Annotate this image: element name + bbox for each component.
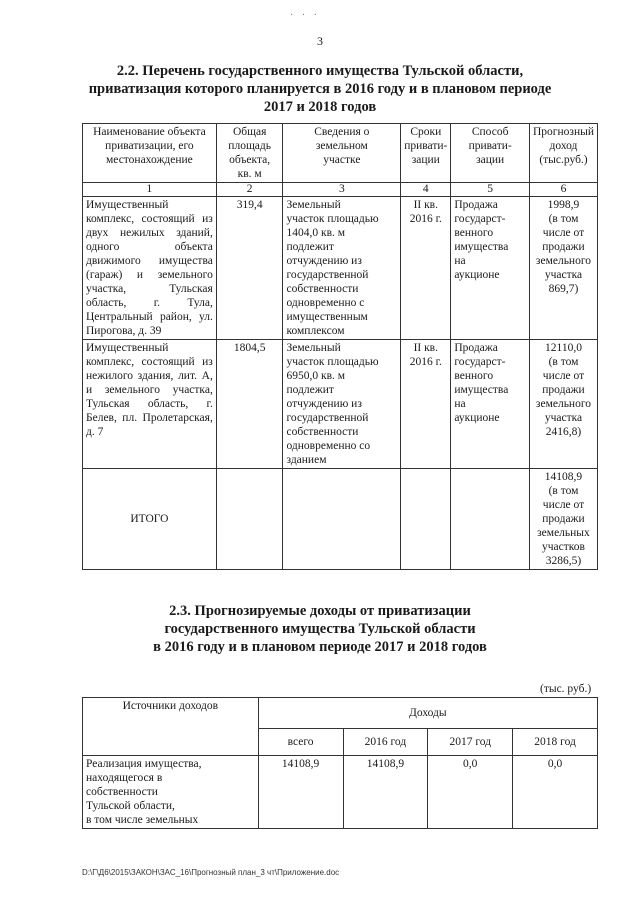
privatization-term: II кв. 2016 г. bbox=[401, 340, 451, 469]
empty-cell bbox=[216, 469, 283, 570]
table-row bbox=[83, 340, 598, 469]
section-heading-2-3: 2.3. Прогнозируемые доходы от приватизации государственного имущества Тульской области в 2016 году и в плановом периоде 2017 и 2018 годов bbox=[153, 603, 487, 655]
table-header-row bbox=[83, 124, 598, 183]
empty-cell bbox=[283, 469, 401, 570]
object-name: Имущественный комплекс, состоящий из двух нежилых зданий, одного объекта движимого имущества (гараж) и земельного участка, Тульская область, г. Тула, Центральный район, ул. Пирогова, д. 39 bbox=[83, 197, 217, 340]
file-path-footer: D:\Г\Д6\2015\ЗАКОН\ЗАС_16\Прогнозный план_3 чт\Приложение.doc bbox=[82, 868, 340, 877]
col-header-name: Наименование объекта приватизации, его местонахождение bbox=[83, 124, 217, 183]
col-number: 6 bbox=[529, 183, 597, 197]
income-source: Реализация имущества, находящегося в собственности Тульской области, в том числе земельных bbox=[83, 756, 259, 829]
col-number: 3 bbox=[283, 183, 401, 197]
privatization-method: Продажа государст- венного имущества на аукционе bbox=[451, 197, 530, 340]
col-header-income: Прогнозный доход (тыс.руб.) bbox=[529, 124, 597, 183]
col-number: 2 bbox=[216, 183, 283, 197]
subheader-total: всего bbox=[258, 729, 343, 756]
page-number: 3 bbox=[317, 34, 323, 48]
income-total: 14108,9 bbox=[258, 756, 343, 829]
forecast-income: 1998,9 (в том числе от продажи земельного участка 869,7) bbox=[529, 197, 597, 340]
col-header-land: Сведения о земельном участке bbox=[283, 124, 401, 183]
subheader-2016: 2016 год bbox=[343, 729, 428, 756]
empty-cell bbox=[451, 469, 530, 570]
income-2017: 0,0 bbox=[428, 756, 513, 829]
total-label: ИТОГО bbox=[83, 469, 217, 570]
col-number: 5 bbox=[451, 183, 530, 197]
privatization-method: Продажа государст- венного имущества на аукционе bbox=[451, 340, 530, 469]
income-header: Доходы bbox=[258, 698, 597, 729]
total-row bbox=[83, 469, 598, 570]
col-header-area: Общая площадь объекта, кв. м bbox=[216, 124, 283, 183]
section-heading-2-2: 2.2. Перечень государственного имущества Тульской области, приватизация которого планируется в 2016 году и в плановом периоде 2017 и 2018 годов bbox=[88, 63, 552, 115]
privatization-table bbox=[82, 123, 598, 570]
table-header-row bbox=[83, 698, 598, 729]
total-income: 14108,9 (в том числе от продажи земельных участков 3286,5) bbox=[529, 469, 597, 570]
subheader-2018: 2018 год bbox=[513, 729, 598, 756]
subheader-2017: 2017 год bbox=[428, 729, 513, 756]
column-number-row bbox=[83, 183, 598, 197]
forecast-income: 12110,0 (в том числе от продажи земельного участка 2416,8) bbox=[529, 340, 597, 469]
table-row bbox=[83, 756, 598, 829]
col-number: 1 bbox=[83, 183, 217, 197]
income-2018: 0,0 bbox=[513, 756, 598, 829]
col-header-method: Способ привати- зации bbox=[451, 124, 530, 183]
empty-cell bbox=[401, 469, 451, 570]
object-area: 1804,5 bbox=[216, 340, 283, 469]
object-name: Имущественный комплекс, состоящий из нежилого здания, лит. А, и земельного участка, Тульская область, г. Белев, пл. Пролетарская, д. 7 bbox=[83, 340, 217, 469]
col-header-term: Сроки привати- зации bbox=[401, 124, 451, 183]
land-info: Земельный участок площадью 1404,0 кв. м подлежит отчуждению из государственной собственности одновременно с имущественным комплексом bbox=[283, 197, 401, 340]
col-number: 4 bbox=[401, 183, 451, 197]
object-area: 319,4 bbox=[216, 197, 283, 340]
unit-label: (тыс. руб.) bbox=[540, 683, 592, 695]
table-row bbox=[83, 197, 598, 340]
land-info: Земельный участок площадью 6950,0 кв. м подлежит отчуждению из государственной собственности одновременно со зданием bbox=[283, 340, 401, 469]
income-2016: 14108,9 bbox=[343, 756, 428, 829]
source-header: Источники доходов bbox=[83, 698, 259, 756]
privatization-term: II кв. 2016 г. bbox=[401, 197, 451, 340]
income-forecast-table bbox=[82, 697, 598, 829]
top-dots: · · · bbox=[290, 10, 320, 21]
